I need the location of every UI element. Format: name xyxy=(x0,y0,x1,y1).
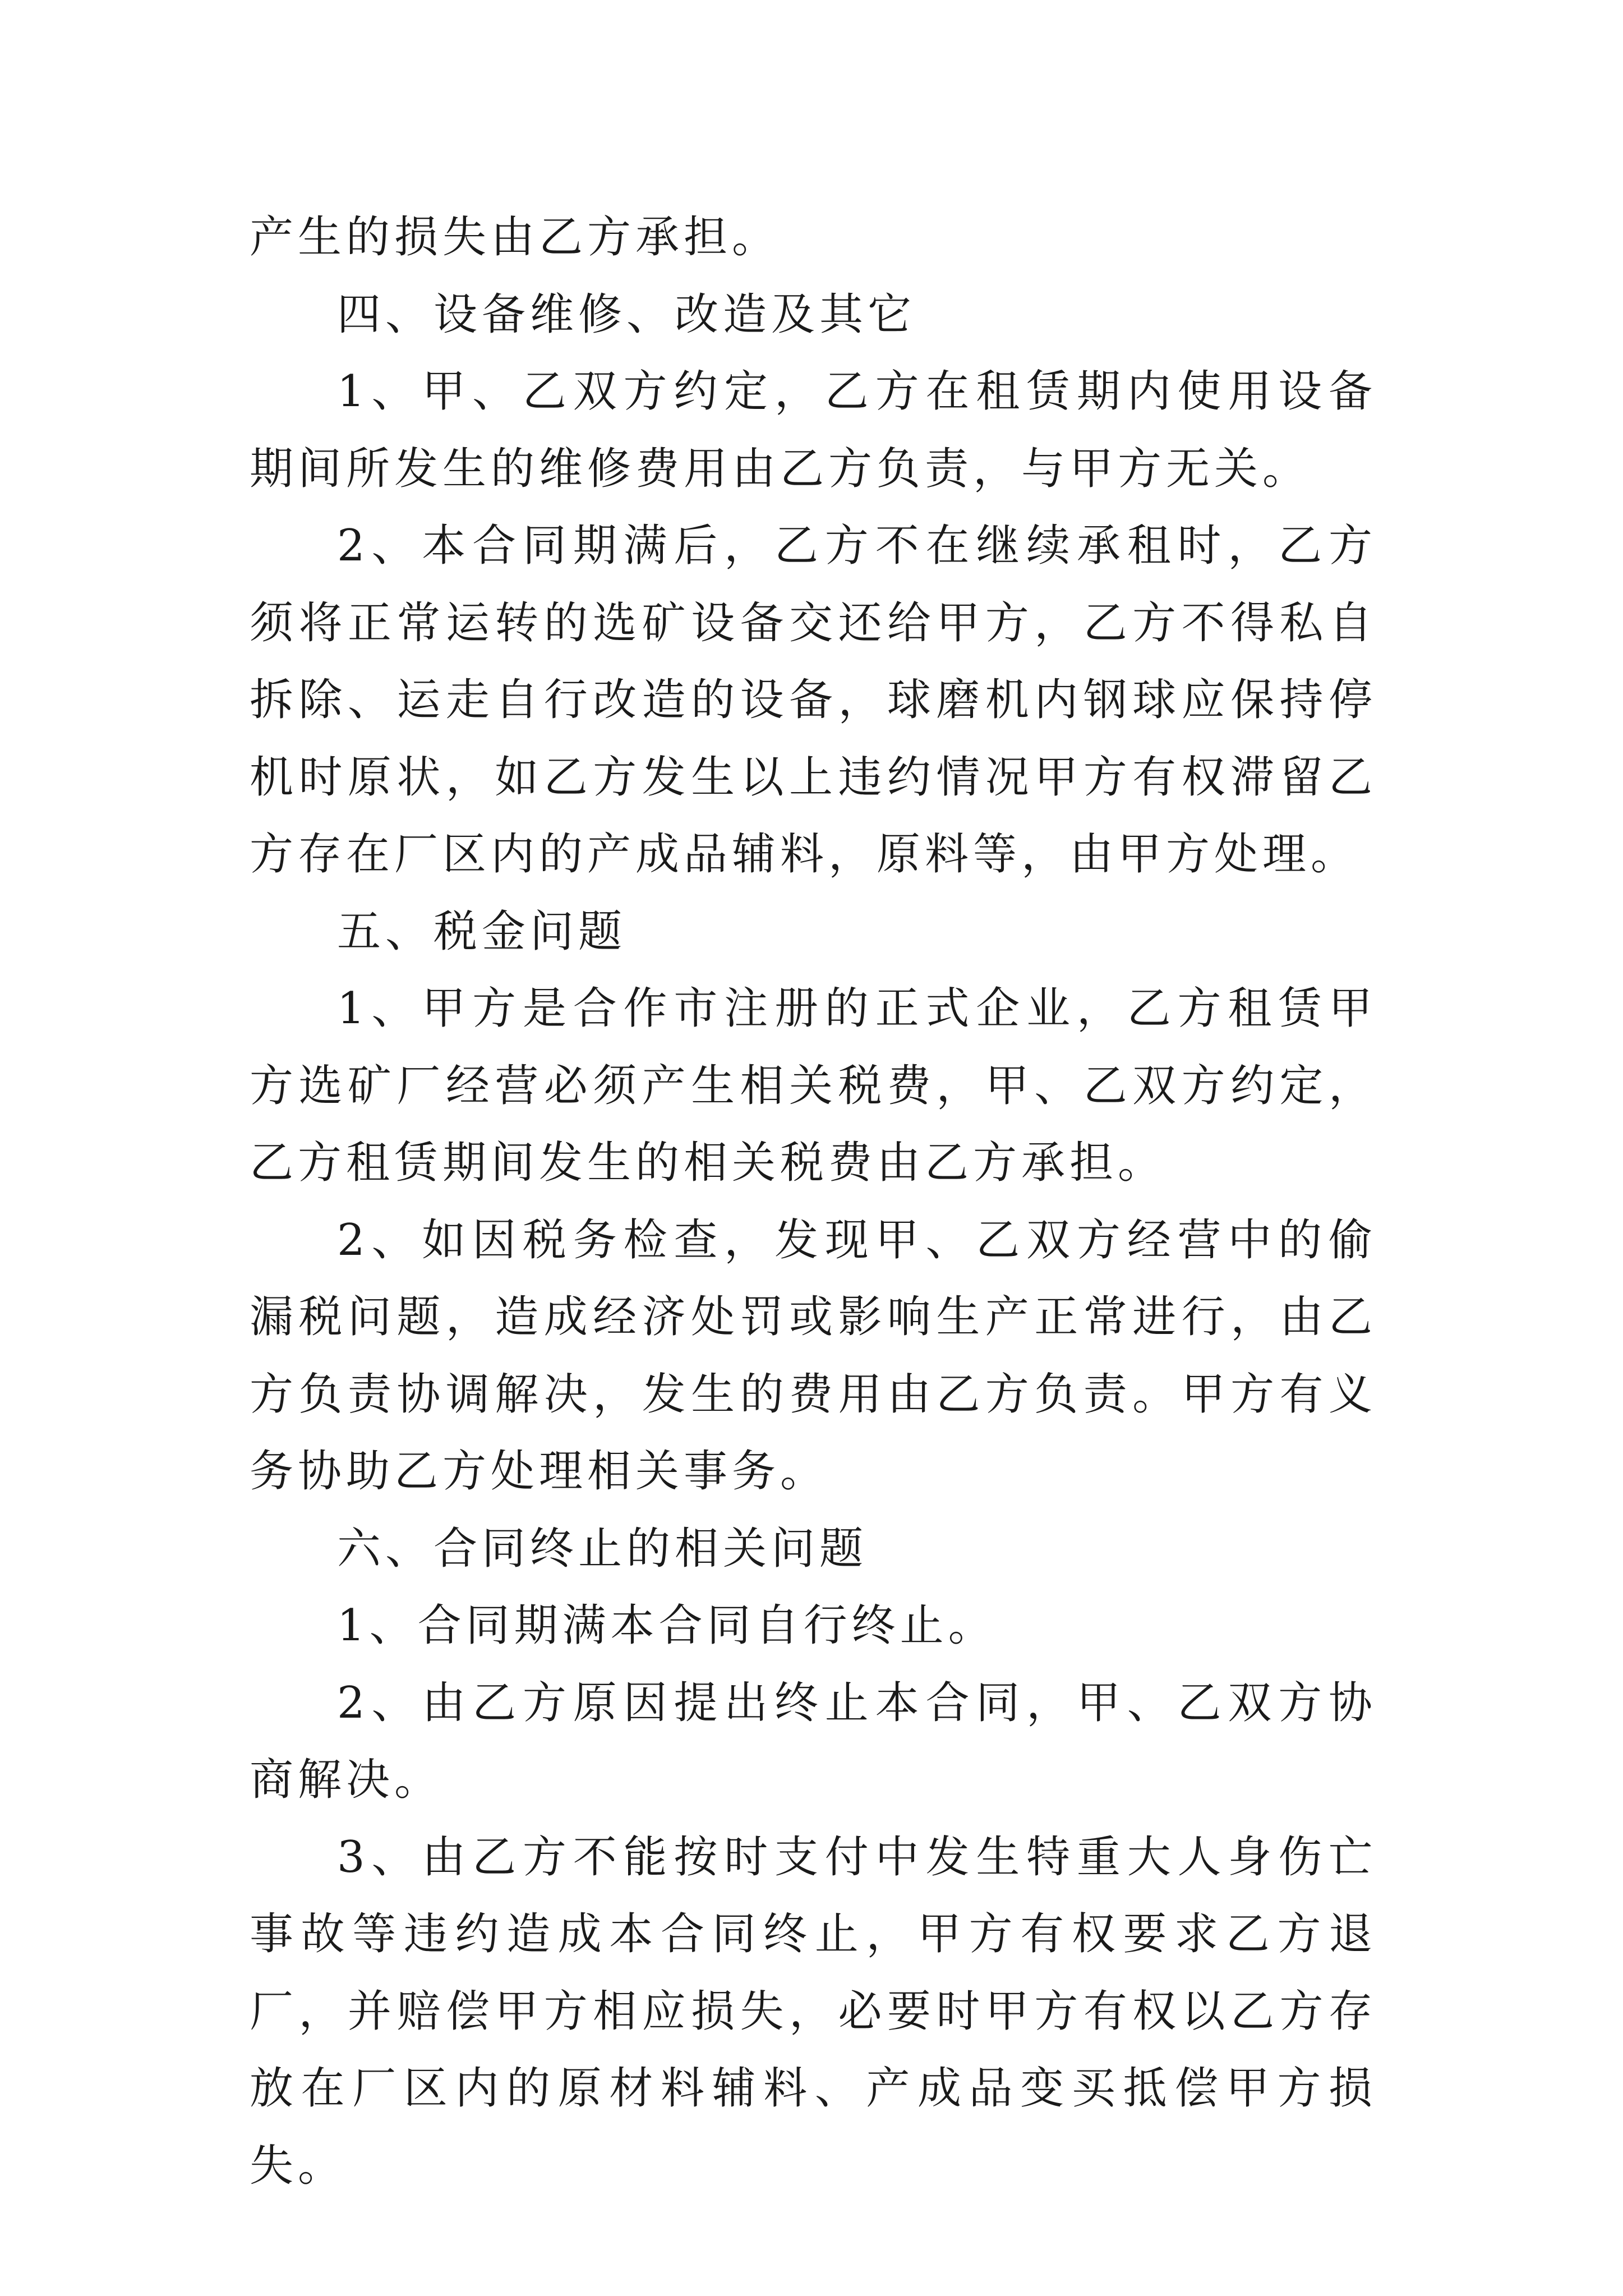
paragraph-5-1: 1、甲方是合作市注册的正式企业，乙方租赁甲方选矿厂经营必须产生相关税费，甲、乙双方约定，乙方租赁期间发生的相关税费由乙方承担。 xyxy=(250,983,1377,1188)
paragraph-5-2: 2、如因税务检查，发现甲、乙双方经营中的偷漏税问题，造成经济处罚或影响生产正常进行，由乙方负责协调解决，发生的费用由乙方负责。甲方有义务协助乙方处理相关事务。 xyxy=(250,1214,1377,1497)
heading-section-four: 四、设备维修、改造及其它 xyxy=(337,289,916,340)
paragraph-6-3: 3、由乙方不能按时支付中发生特重大人身伤亡事故等违约造成本合同终止，甲方有权要求乙方退厂，并赔偿甲方相应损失，必要时甲方有权以乙方存放在厂区内的原材料辅料、产成品变买抵偿甲方损失。 xyxy=(250,1832,1377,2191)
paragraph-4-2: 2、本合同期满后，乙方不在继续承租时，乙方须将正常运转的选矿设备交还给甲方，乙方不得私自拆除、运走自行改造的设备，球磨机内钢球应保持停机时原状，如乙方发生以上违约情况甲方有权滞留乙方存在厂区内的产成品辅料，原料等，由甲方处理。 xyxy=(250,521,1377,880)
paragraph-loss-clause: 产生的损失由乙方承担。 xyxy=(250,212,781,263)
heading-section-five: 五、税金问题 xyxy=(337,906,627,957)
paragraph-4-1: 1、甲、乙双方约定，乙方在租赁期内使用设备期间所发生的维修费用由乙方负责，与甲方无关。 xyxy=(250,366,1377,494)
heading-section-six: 六、合同终止的相关问题 xyxy=(337,1523,868,1574)
document-body xyxy=(250,199,1377,2205)
paragraph-6-2: 2、由乙方原因提出终止本合同，甲、乙双方协商解决。 xyxy=(250,1677,1377,1805)
paragraph-6-1: 1、合同期满本合同自行终止。 xyxy=(337,1600,997,1651)
